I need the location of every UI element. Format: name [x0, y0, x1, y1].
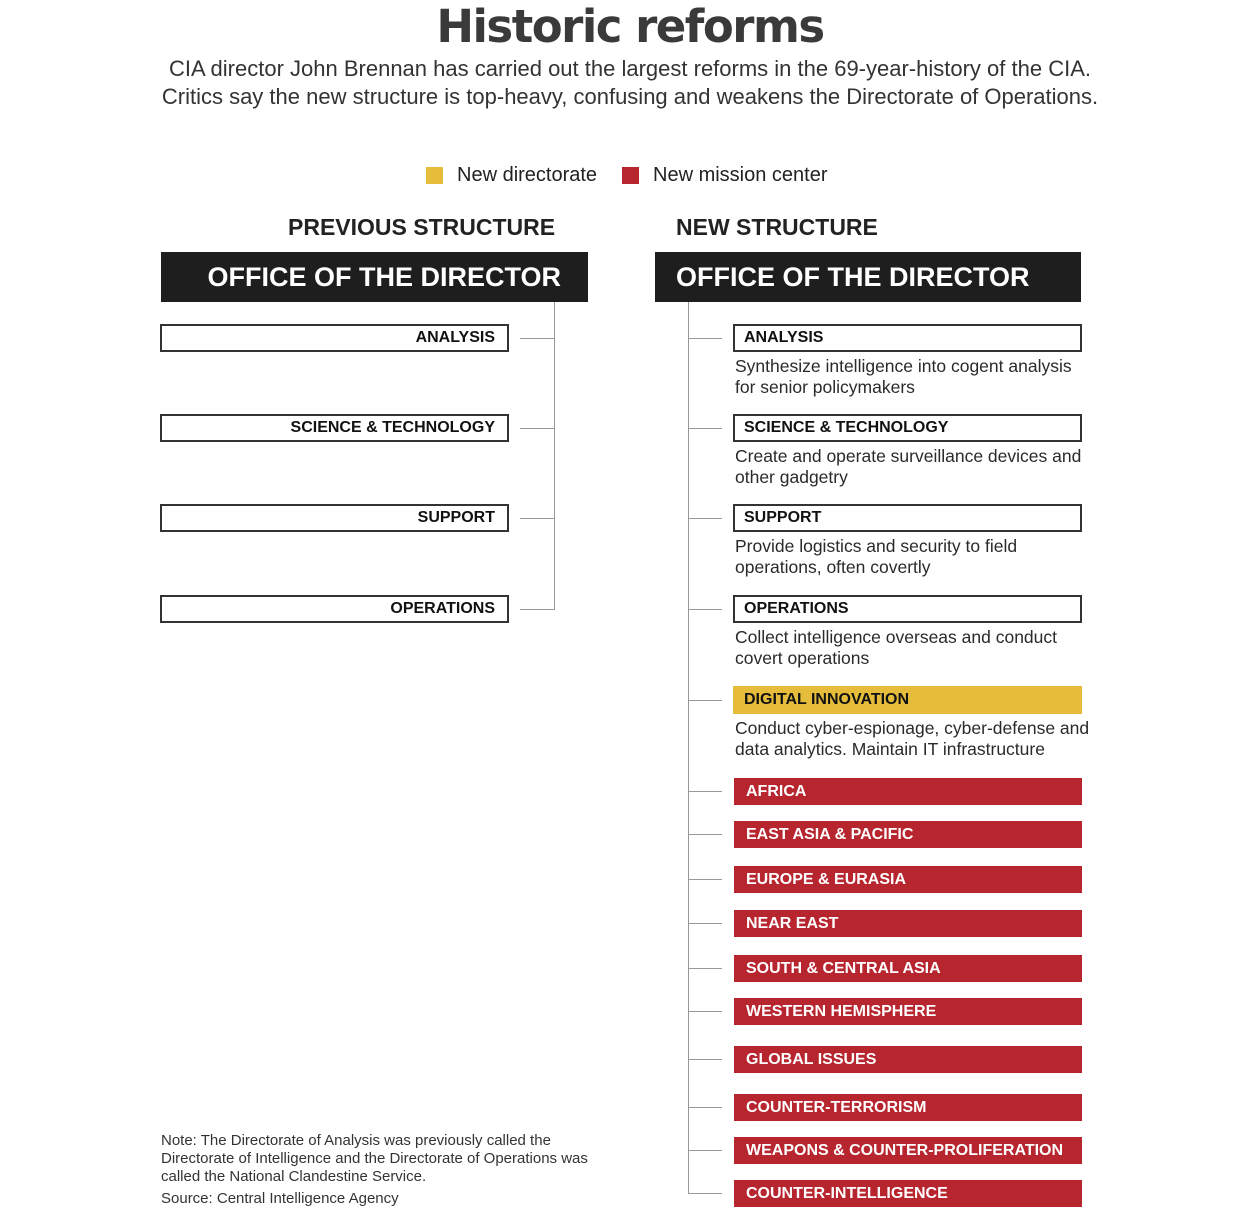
mission-center-near-east: NEAR EAST — [734, 910, 1082, 937]
legend-new-directorate — [426, 163, 597, 187]
mission-center-western-hemisphere: WESTERN HEMISPHERE — [734, 998, 1082, 1025]
legend-swatch-mission — [622, 167, 639, 184]
previous-connector — [520, 518, 555, 519]
previous-structure-heading: PREVIOUS STRUCTURE — [288, 214, 556, 240]
new-connector — [688, 1011, 722, 1012]
mission-center-east-asia-pacific: EAST ASIA & PACIFIC — [734, 821, 1082, 848]
new-connector — [688, 338, 722, 339]
new-connector — [688, 518, 722, 519]
previous-connector — [520, 609, 555, 610]
previous-office-of-director: OFFICE OF THE DIRECTOR — [161, 252, 588, 302]
chart-title: Historic reforms — [436, 0, 824, 53]
legend-label-mission: New mission center — [653, 163, 828, 186]
previous-operations-box: OPERATIONS — [160, 595, 509, 623]
chart-subtitle: CIA director John Brennan has carried out the largest reforms in the 69-year-history of the CIA. Critics say the new structure is top-heavy, confusing and weakens the Directorate of Operations. — [161, 56, 1099, 109]
new-connector — [688, 1193, 722, 1194]
mission-center-africa: AFRICA — [734, 778, 1082, 805]
new-science-technology-description: Create and operate surveillance devices and other gadgetry — [735, 446, 1082, 487]
mission-center-counter-terrorism: COUNTER-TERRORISM — [734, 1094, 1082, 1121]
mission-center-europe-eurasia: EUROPE & EURASIA — [734, 866, 1082, 893]
mission-center-counter-intelligence: COUNTER-INTELLIGENCE — [734, 1180, 1082, 1207]
mission-center-global-issues: GLOBAL ISSUES — [734, 1046, 1082, 1073]
new-operations-description: Collect intelligence overseas and conduct covert operations — [735, 627, 1057, 668]
new-analysis-box: ANALYSIS — [733, 324, 1082, 352]
legend-label-directorate: New directorate — [457, 163, 598, 186]
new-support-box: SUPPORT — [733, 504, 1082, 532]
footnote: Note: The Directorate of Analysis was previously called the Directorate of Intelligence and the Directorate of Operations was called the National Clandestine Service. — [161, 1132, 588, 1185]
new-connector — [688, 609, 722, 610]
new-office-of-director: OFFICE OF THE DIRECTOR — [655, 252, 1081, 302]
mission-center-weapons-counter-proliferation: WEAPONS & COUNTER-PROLIFERATION — [734, 1137, 1082, 1164]
new-connector — [688, 923, 722, 924]
new-connector — [688, 1059, 722, 1060]
mission-center-south-central-asia: SOUTH & CENTRAL ASIA — [734, 955, 1082, 982]
new-analysis-description: Synthesize intelligence into cogent analysis for senior policymakers — [735, 356, 1072, 397]
new-connector — [688, 1150, 722, 1151]
source-line: Source: Central Intelligence Agency — [161, 1190, 399, 1207]
new-connector — [688, 1107, 722, 1108]
previous-support-box: SUPPORT — [160, 504, 509, 532]
new-digital-innovation-description: Conduct cyber-espionage, cyber-defense and data analytics. Maintain IT infrastructure — [735, 718, 1090, 759]
previous-science-technology-box: SCIENCE & TECHNOLOGY — [160, 414, 509, 442]
new-connector — [688, 834, 722, 835]
new-connector — [688, 879, 722, 880]
new-structure-heading: NEW STRUCTURE — [676, 214, 878, 240]
new-trunk-line — [688, 302, 689, 1194]
new-digital-innovation-box: DIGITAL INNOVATION — [733, 686, 1082, 714]
legend-swatch-directorate — [426, 167, 443, 184]
new-connector — [688, 968, 722, 969]
new-support-description: Provide logistics and security to field operations, often covertly — [735, 536, 1018, 577]
new-connector — [688, 791, 722, 792]
previous-connector — [520, 428, 555, 429]
new-connector — [688, 428, 722, 429]
new-connector — [688, 700, 722, 701]
previous-trunk-line — [554, 302, 555, 609]
previous-analysis-box: ANALYSIS — [160, 324, 509, 352]
new-operations-box: OPERATIONS — [733, 595, 1082, 623]
legend-new-mission-center — [622, 163, 828, 187]
previous-connector — [520, 338, 555, 339]
new-science-technology-box: SCIENCE & TECHNOLOGY — [733, 414, 1082, 442]
